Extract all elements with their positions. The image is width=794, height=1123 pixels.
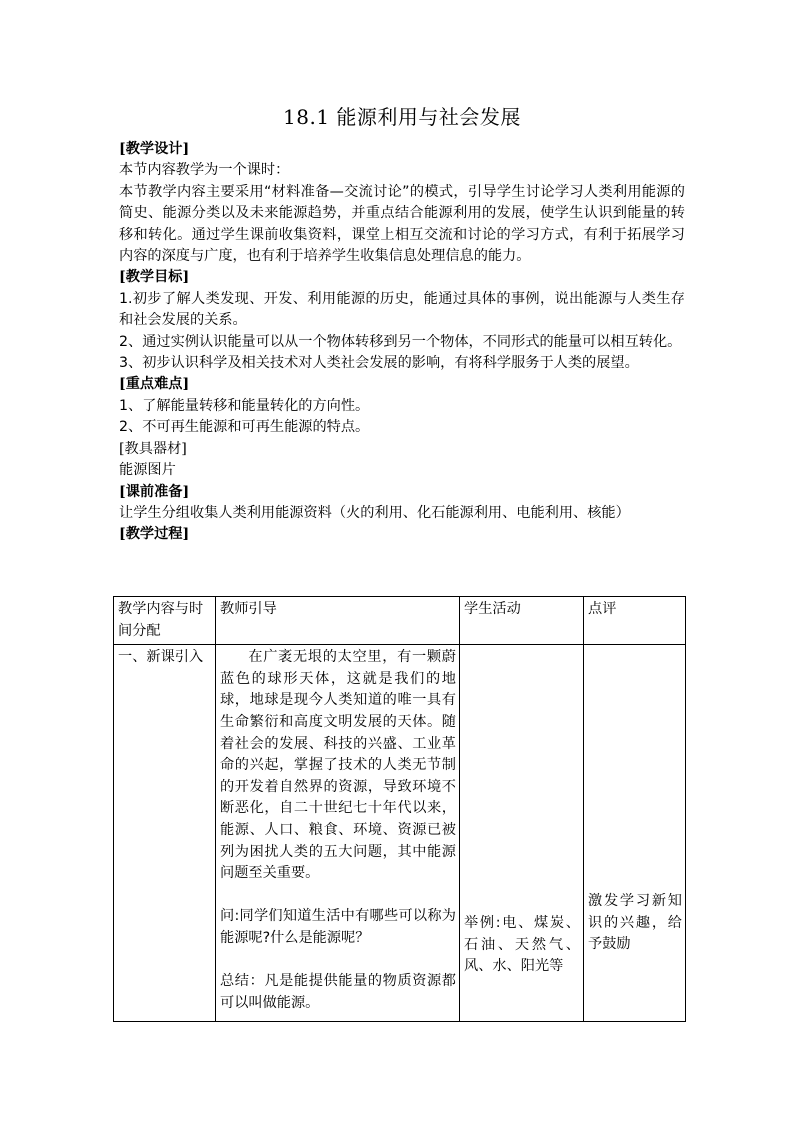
table-row: [114, 645, 686, 1022]
section-heading-equipment: [教具器材]: [119, 440, 187, 457]
paragraph: 本节内容教学为一个课时：: [119, 162, 290, 179]
document-body: [119, 139, 685, 546]
header-cell: 教师引导: [216, 597, 460, 645]
paragraph: 2、通过实例认识能量可以从一个物体转移到另一个物体，不同形式的能量可以相互转化。: [119, 333, 682, 350]
paragraph: 3、初步认识科学及相关技术对人类社会发展的影响，有将科学服务于人类的展望。: [119, 355, 639, 372]
teacher-intro: 在广袤无垠的太空里，有一颗蔚蓝色的球形天体，这就是我们的地球，地球是现今人类知道的唯一具有生命繁衍和高度文明发展的天体。随着社会的发展、科技的兴盛、工业革命的兴起，掌握了技术的人类无节制的开发着自然界的资源，导致环境不断恶化，自二十世纪七十年代以来，能源、人口、粮食、环境、资源已被列为困扰人类的五大问题，其中能源问题至关重要。: [220, 649, 456, 882]
section-cell: 一、新课引入: [114, 645, 216, 1022]
paragraph: 让学生分组收集人类利用能源资料（火的利用、化石能源利用、电能利用、核能）: [119, 504, 630, 521]
teacher-question: 问:同学们知道生活中有哪些可以称为能源呢?什么是能源呢？: [220, 908, 456, 946]
paragraph: 能源图片: [119, 462, 176, 479]
paragraph: 本节教学内容主要采用“材料准备—交流讨论”的模式，引导学生讨论学习人类利用能源的简史、能源分类以及未来能源趋势，并重点结合能源利用的发展，使学生认识到能量的转移和转化。通过学生课前收集资料，课堂上相互交流和讨论的学习方式，有利于拓展学习内容的深度与广度，也有利于培养学生收集信息处理信息的能力。: [119, 183, 685, 265]
paragraph: 2、不可再生能源和可再生能源的特点。: [119, 419, 370, 436]
student-activity: 举例:电、煤炭、石油、天然气、风、水、阳光等: [464, 915, 580, 975]
teacher-cell: [216, 645, 460, 1022]
table-header-row: [114, 597, 686, 645]
student-cell: [460, 645, 584, 1022]
section-heading-keypoints: [重点难点]: [119, 376, 190, 393]
section-heading-goals: [教学目标]: [119, 269, 190, 286]
section-heading-process: [教学过程]: [119, 526, 190, 543]
comment-text: 激发学习新知识的兴趣，给予鼓励: [588, 893, 682, 953]
comment-cell: [584, 645, 686, 1022]
teacher-summary: 总结：凡是能提供能量的物质资源都可以叫做能源。: [220, 973, 456, 1011]
header-cell: 教学内容与时间分配: [114, 597, 216, 645]
header-cell: 学生活动: [460, 597, 584, 645]
paragraph: 1、了解能量转移和能量转化的方向性。: [119, 397, 370, 414]
paragraph: 1.初步了解人类发现、开发、利用能源的历史，能通过具体的事例，说出能源与人类生存和社会发展的关系。: [119, 290, 685, 329]
page-title: 18.1 能源利用与社会发展: [283, 105, 521, 129]
header-cell: 点评: [584, 597, 686, 645]
section-heading-prep: [课前准备]: [119, 483, 190, 500]
teaching-process-table: [113, 596, 686, 1022]
section-heading-design: [教学设计]: [119, 141, 190, 157]
